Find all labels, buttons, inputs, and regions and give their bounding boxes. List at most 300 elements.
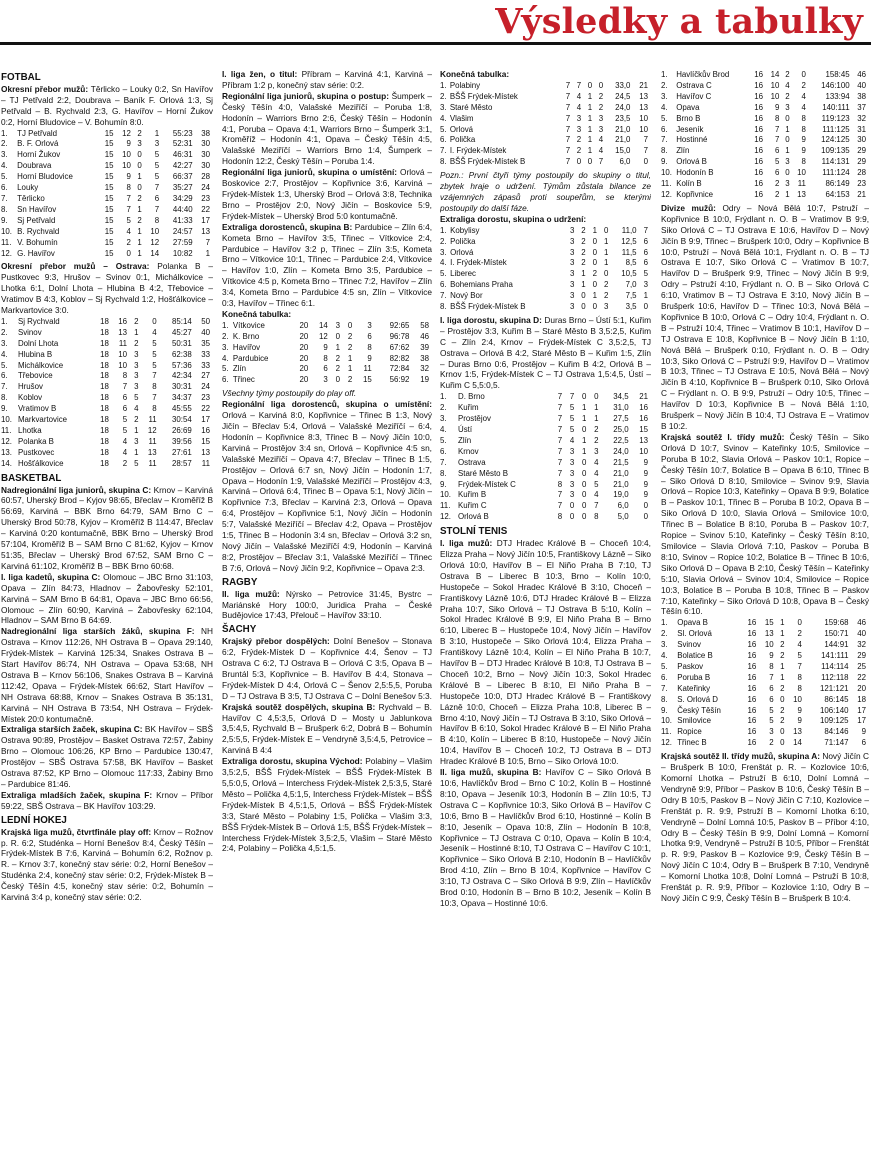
table-cell: 9. xyxy=(440,479,447,489)
table-cell: 50 xyxy=(201,316,210,326)
table-cell: 6. xyxy=(440,446,447,456)
table-cell: 12. xyxy=(661,738,672,748)
table-cell: 15 xyxy=(104,248,114,258)
table-row xyxy=(661,716,869,727)
table-cell: 2 xyxy=(774,189,780,199)
table-cell: 6 xyxy=(774,168,780,178)
team-name: Vlašim xyxy=(449,113,474,123)
table-cell: 14 xyxy=(793,738,802,748)
table-row xyxy=(1,249,213,260)
table-cell: 3 xyxy=(154,139,160,149)
table-cell: 1. xyxy=(661,618,668,628)
table-cell: 7 xyxy=(126,193,131,203)
competition-heading: Konečná tabulka: xyxy=(222,308,292,319)
table-cell: 14. xyxy=(1,458,12,468)
table-cell: 0 xyxy=(785,113,790,123)
table-cell: 3 xyxy=(134,371,139,381)
team-name: Markvartovice xyxy=(17,415,68,425)
table-cell: 27 xyxy=(201,371,210,381)
table-cell: 7,0 xyxy=(625,280,637,290)
table-cell: 0 xyxy=(592,236,598,246)
table-cell: 0 xyxy=(587,80,593,90)
table-cell: 55:23 xyxy=(172,128,193,138)
team-name: Zlín xyxy=(676,146,690,156)
table-row xyxy=(440,458,651,469)
table-cell: 4. xyxy=(222,353,229,363)
table-cell: 8 xyxy=(557,479,563,489)
paragraph xyxy=(222,309,432,320)
table-cell: 7 xyxy=(565,91,571,101)
table-cell: 2. xyxy=(1,327,8,337)
table-row xyxy=(440,248,651,259)
team-name: Dolní Lhota xyxy=(17,338,59,348)
team-name: D. Brno xyxy=(458,392,485,402)
table-row xyxy=(661,114,869,125)
table-cell: 1 xyxy=(587,91,593,101)
table-cell: 0 xyxy=(643,512,648,522)
table-cell: 6,0 xyxy=(617,501,629,511)
table-cell: 2 xyxy=(785,70,790,79)
table-cell: 5. xyxy=(222,364,229,374)
table-cell: 9. xyxy=(1,215,8,225)
table-row xyxy=(661,651,869,662)
table-cell: 5 xyxy=(134,458,139,468)
team-name: Kuřim B xyxy=(458,490,487,500)
table-cell: 3 xyxy=(569,225,575,235)
table-cell: 9 xyxy=(797,705,802,715)
table-cell: 5 xyxy=(152,360,157,370)
table-cell: 4. xyxy=(661,102,668,112)
table-cell: 8. xyxy=(661,694,668,704)
table-cell: 1 xyxy=(581,403,587,413)
table-cell: 4. xyxy=(1,161,8,171)
table-cell: 38 xyxy=(857,91,866,101)
paragraph-text: Polabiny – Vlašim 3,5:2,5, BŠŠ Frýdek-Místek – BŠŠ Frýdek-Místek B 5,5:0,5, Orlová – Interchess Frýdek-Místek 2,5:3,5, Staré Město – Polička 4,5:1,5, Interchess Frýdek-Místek – BŠŠ Frýdek-Místek B 4,5:1,5, Orlová – BŠŠ Frýdek-Místek 3:3, Staré Město – Polabiny 1:5, Polička – Vlašim 3:3, BŠŠ Frýdek-Místek B – Orlová 1:5, BŠŠ Frýdek-Místek – Interchess Frýdek-Místek 3,5:2,5, Vlašim – Staré Město 2:4, Polabiny – Polička 4,5:1,5. xyxy=(222,756,432,854)
table-cell: 27:61 xyxy=(172,447,192,457)
table-cell: 7 xyxy=(576,80,582,90)
table-cell: 6. xyxy=(440,135,447,145)
table-cell: 13 xyxy=(118,327,128,337)
table-row xyxy=(661,125,869,136)
table-cell: 2 xyxy=(801,80,806,90)
competition-heading: Okresní přebor mužů – Ostrava: xyxy=(1,261,150,272)
team-name: Ostrava C xyxy=(676,80,712,90)
table-row xyxy=(440,403,651,414)
table-cell: 7 xyxy=(152,393,157,403)
table-cell: 18 xyxy=(100,447,109,457)
paragraph-text: Těrlicko – Louky 0:2, Sn Havířov – TJ Petřvald 2:2, Doubrava – Baník F. Orlová 1:3, Sj Petřvald – B. Rychvald 2:3, G. Havířov – Horní Žukov 0:2, Horní Bludovice – V. Bohumín 8:0. xyxy=(1,83,213,127)
section-heading: BASKETBAL xyxy=(1,472,62,484)
table-cell: 21,0 xyxy=(613,479,629,489)
table-cell: 15 xyxy=(104,204,114,214)
table-cell: 3 xyxy=(134,360,139,370)
paragraph-text: Dolní Benešov – Stonava 6:2, Frýdek-Místek D – Kopřivnice 4:4, Šenov – TJ Ostrava C 6:2, TJ Ostrava B – Orlová C 3:5, Opava B – Bruntál 5:3, Kopřivnice – B. Havířov B 4:4, Stonava – Frýdek-Místek D 4:4, Orlová C – Šenov 2,5:5,5, Poruba D – TJ Ostrava B 3:5, TJ Ostrava C – Dolní Benešov 5:3. xyxy=(222,636,432,701)
competition-heading: Divize mužů: xyxy=(661,202,716,213)
table-cell: 12 xyxy=(122,128,131,138)
table-row xyxy=(440,146,651,157)
table-cell: 0 xyxy=(152,316,157,326)
competition-heading: Regionální liga juniorů, skupina o umístění: xyxy=(222,167,398,178)
competition-heading: Okresní přebor mužů: xyxy=(1,83,89,94)
table-cell: 9 xyxy=(861,727,866,737)
table-cell: 30:31 xyxy=(172,382,192,392)
table-cell: 10 xyxy=(122,150,131,160)
table-cell: 1 xyxy=(137,248,142,258)
table-cell: 32 xyxy=(857,640,866,650)
table-cell: 6. xyxy=(440,280,447,290)
table-cell: 0 xyxy=(592,280,598,290)
table-cell: 3 xyxy=(137,139,142,149)
table-cell: 0 xyxy=(801,70,806,79)
table-cell: 16 xyxy=(754,179,764,189)
team-name: Liberec xyxy=(450,269,477,279)
paragraph xyxy=(440,69,651,80)
team-name: Brno B xyxy=(676,113,701,123)
table-cell: 45:55 xyxy=(172,404,192,414)
table-cell: 30 xyxy=(201,139,210,149)
table-cell: 112:118 xyxy=(821,672,849,682)
paragraph xyxy=(222,399,432,574)
table-cell: 0 xyxy=(780,727,785,737)
table-cell: 31,0 xyxy=(613,403,629,413)
paragraph-text: Nýrsko – Petrovice 31:45, Bystrc – Mariánské Hory 100:0, Juridica Praha – České Budějovice 17:43, Přelouč – Havířov 33:10. xyxy=(222,588,432,621)
table-cell: 12 xyxy=(147,426,157,435)
table-row xyxy=(661,673,869,684)
table-cell: 1 xyxy=(594,414,599,424)
team-name: Hodonín B xyxy=(676,168,714,178)
table-cell: 37 xyxy=(857,102,866,112)
table-cell: 5 xyxy=(134,393,139,403)
table-cell: 7 xyxy=(774,135,780,145)
table-cell: 3 xyxy=(643,280,648,290)
table-cell: 9 xyxy=(769,651,774,661)
table-cell: 12 xyxy=(318,331,328,341)
table-cell: 18 xyxy=(100,349,109,359)
table-cell: 5 xyxy=(122,426,128,435)
table-cell: 6 xyxy=(154,193,160,203)
table-cell: 92:65 xyxy=(389,320,410,330)
table-cell: 3 xyxy=(569,236,575,246)
competition-heading: I. liga mužů: xyxy=(440,538,493,549)
table-cell: 0 xyxy=(576,157,582,167)
team-name: B. F. Orlová xyxy=(17,139,59,149)
table-cell: 9 xyxy=(643,468,648,478)
table-cell: 25 xyxy=(857,661,866,671)
table-cell: 8 xyxy=(122,371,128,381)
table-cell: 7 xyxy=(126,204,131,214)
table-cell: 46 xyxy=(857,618,866,628)
paragraph-text: Rychvald – B. Havířov C 4,5:3,5, Orlová D – Mosty u Jablunkova 3,5:4,5, Rychvald B – Brušperk 6:2, Dobrá B – Bohumín 2,5:5,5, Frýdek-Místek E – Vendryně 3,5:4,5, Petrovice – Karviná B 4:4 xyxy=(222,701,432,756)
table-cell: 9 xyxy=(801,146,806,156)
table-cell: 22,5 xyxy=(613,435,629,445)
table-row xyxy=(440,135,651,146)
table-cell: 4. xyxy=(1,349,8,359)
table-cell: 2 xyxy=(134,415,139,425)
table-cell: 5. xyxy=(440,124,447,134)
table-cell: 4 xyxy=(598,135,604,145)
table-cell: 11 xyxy=(148,436,157,446)
table-cell: 8,5 xyxy=(625,258,637,268)
table-cell: 1 xyxy=(780,661,785,671)
table-cell: 146:100 xyxy=(821,80,850,90)
table-cell: 15 xyxy=(104,193,114,203)
standings-table xyxy=(661,618,869,749)
table-cell: 5 xyxy=(569,425,575,434)
table-cell: 0 xyxy=(592,247,598,257)
table-cell: 42:27 xyxy=(172,161,193,171)
table-cell: 10. xyxy=(661,716,672,726)
section-heading: STOLNÍ TENIS xyxy=(440,526,508,538)
table-cell: 28:57 xyxy=(172,458,192,468)
table-cell: 7 xyxy=(569,392,575,402)
team-name: Český Těšín xyxy=(677,705,721,715)
table-cell: 4 xyxy=(598,146,604,156)
table-cell: 2 xyxy=(581,258,586,268)
table-row xyxy=(661,662,869,673)
table-cell: 2 xyxy=(134,338,139,348)
table-cell: 3 xyxy=(569,291,575,301)
table-cell: 15 xyxy=(104,172,114,182)
table-cell: 5. xyxy=(1,172,8,182)
table-cell: 2. xyxy=(440,91,447,101)
table-cell: 5 xyxy=(154,150,160,160)
table-cell: 62:38 xyxy=(172,349,192,359)
table-cell: 5 xyxy=(797,651,802,661)
table-row xyxy=(661,695,869,706)
table-cell: 7 xyxy=(557,392,563,402)
table-cell: 33 xyxy=(201,360,210,370)
table-cell: 11 xyxy=(148,458,157,468)
team-name: K. Brno xyxy=(232,331,260,341)
table-cell: 18 xyxy=(100,338,109,348)
table-cell: 1 xyxy=(137,204,142,214)
table-row xyxy=(661,727,869,738)
team-name: Orlová xyxy=(449,124,474,134)
table-cell: 10 xyxy=(118,349,128,359)
table-cell: 32 xyxy=(857,113,866,123)
table-cell: 3 xyxy=(134,349,139,359)
table-cell: 4 xyxy=(134,404,139,414)
team-name: Smilovice xyxy=(677,716,711,726)
table-cell: 18 xyxy=(100,436,109,446)
table-cell: 24:57 xyxy=(172,226,193,236)
table-cell: 3 xyxy=(134,382,139,392)
table-cell: 5 xyxy=(154,161,160,171)
standings-table xyxy=(661,70,869,201)
table-cell: 4 xyxy=(122,436,128,446)
standings-table xyxy=(1,129,213,260)
table-cell: 84:146 xyxy=(824,727,849,737)
team-name: V. Bohumín xyxy=(17,237,58,247)
table-row xyxy=(1,350,213,361)
table-cell: 2 xyxy=(581,247,586,257)
table-cell: 2 xyxy=(592,269,598,279)
table-cell: 1 xyxy=(154,128,160,138)
table-cell: 9. xyxy=(1,404,8,414)
competition-heading: Krajská soutěž I. třídy mužů: xyxy=(661,431,785,442)
competition-heading: II. liga mužů, skupina B: xyxy=(440,767,542,778)
table-cell: 15 xyxy=(104,215,114,225)
table-cell: 4. xyxy=(440,258,447,268)
table-cell: 9 xyxy=(367,353,372,363)
table-row xyxy=(1,361,213,372)
paragraph xyxy=(222,702,432,757)
team-name: Třebovice xyxy=(17,371,53,381)
table-cell: 6 xyxy=(367,331,372,341)
table-cell: 8 xyxy=(801,157,806,167)
table-cell: 2 xyxy=(594,425,599,434)
table-cell: 3 xyxy=(769,727,774,737)
table-cell: 71:147 xyxy=(824,738,849,748)
table-cell: 30:54 xyxy=(172,415,192,425)
table-cell: 15 xyxy=(104,161,114,171)
table-cell: 15 xyxy=(104,128,114,138)
table-cell: 114:131 xyxy=(821,157,850,167)
table-cell: 2. xyxy=(661,629,668,639)
team-name: Havlíčkův Brod xyxy=(676,70,730,79)
table-cell: 2 xyxy=(594,435,599,445)
competition-heading: II. liga mužů: xyxy=(222,588,280,599)
table-cell: 3 xyxy=(569,490,575,500)
table-cell: 33 xyxy=(201,349,210,359)
table-cell: 5. xyxy=(661,113,668,123)
table-cell: 8 xyxy=(557,512,563,522)
table-cell: 8 xyxy=(769,661,774,671)
table-cell: 7 xyxy=(774,124,780,134)
column-4 xyxy=(661,69,869,904)
table-cell: 1. xyxy=(1,128,8,138)
table-cell: 2 xyxy=(780,651,785,661)
table-cell: 2 xyxy=(780,705,785,715)
table-cell: 16 xyxy=(754,124,764,134)
table-cell: 7 xyxy=(557,490,563,500)
table-row xyxy=(1,317,213,328)
table-cell: 22 xyxy=(857,672,866,682)
table-cell: 17 xyxy=(201,215,210,225)
table-row xyxy=(661,135,869,146)
table-cell: 18 xyxy=(100,327,109,337)
competition-heading: Krajská soutěž dospělých, skupina B: xyxy=(222,701,376,712)
team-name: Kobylisy xyxy=(450,225,480,235)
table-cell: 9. xyxy=(661,157,668,167)
paragraph xyxy=(222,222,432,309)
table-cell: 31 xyxy=(857,124,866,134)
table-cell: 0 xyxy=(581,468,587,478)
paragraph xyxy=(222,589,432,622)
table-cell: 5 xyxy=(152,349,157,359)
table-cell: 33,0 xyxy=(615,80,631,90)
competition-heading: Konečná tabulka: xyxy=(440,69,510,79)
table-cell: 11. xyxy=(661,179,672,189)
table-cell: 0 xyxy=(592,302,598,312)
table-cell: 67:62 xyxy=(389,342,410,352)
table-row xyxy=(440,81,651,92)
table-cell: 5 xyxy=(769,705,774,715)
table-cell: 18 xyxy=(100,458,109,468)
table-cell: 3. xyxy=(440,247,447,257)
table-cell: 0 xyxy=(780,694,785,704)
table-cell: 124:125 xyxy=(821,135,850,145)
table-cell: 7 xyxy=(557,468,563,478)
table-cell: 0 xyxy=(347,320,353,330)
table-cell: 9 xyxy=(643,479,648,489)
table-cell: 2 xyxy=(335,353,340,363)
table-cell: 15 xyxy=(764,618,774,628)
team-name: Kopřivnice xyxy=(676,189,714,199)
table-cell: 34:37 xyxy=(172,393,192,403)
table-cell: 46 xyxy=(857,70,866,79)
team-name: Krnov xyxy=(458,446,479,456)
table-row xyxy=(440,157,651,168)
team-name: BŠŠ Frýdek-Místek B xyxy=(449,157,526,167)
paragraph xyxy=(222,69,432,91)
table-cell: 7 xyxy=(565,80,571,90)
table-cell: 133:94 xyxy=(825,91,850,101)
table-cell: 58 xyxy=(420,320,429,330)
paragraph-text: Havířov C – Siko Orlová B 10:6, Havlíčkův Brod – Brno C 10:2, Kolín B – Hostinné 8:10, Opava – Jeseník 10:3, Hodonín B – Zlín 10:5, TJ Ostrava C – Kopřivnice 10:3, Siko Orlová B – Havířov C 10:6, Brno B – Havlíčkův Brod 6:10, Hostinné – Kolín B 8:10, Jeseník – Opava 10:8, Zlín – Hodonín B 10:8, Kopřivnice – TJ Ostrava C 0:10, Opava – Kolín B 10:4, Jeseník – Hostinné 8:10, TJ Ostrava C – Havířov C 10:1, Kopřivnice – Siko Orlová B 2:10, Hodonín B – Havlíčkův Brod 4:10, Zlín – Brno B 10:4, Kopřivnice – Havířov C 3:10, TJ Ostrava C – Siko Orlová B 9:9, Zlín – Havlíčkův Brod 0:10, Hodonín B – Brno B 10:2, Jeseník – Kolín B 10:3, Opava – Hostinné 10:6. xyxy=(440,767,651,908)
table-row xyxy=(661,640,869,651)
table-cell: 2 xyxy=(137,215,142,225)
table-cell: 0 xyxy=(785,135,790,145)
table-cell: 8 xyxy=(152,382,157,392)
team-name: Vratimov B xyxy=(17,404,57,414)
team-name: Doubrava xyxy=(17,161,52,171)
table-row xyxy=(1,227,213,238)
table-cell: 11. xyxy=(440,501,451,511)
table-cell: 1. xyxy=(440,225,447,235)
table-row xyxy=(440,469,651,480)
table-cell: 28 xyxy=(201,172,210,182)
table-cell: 10 xyxy=(639,446,648,456)
table-cell: 8. xyxy=(661,146,668,156)
team-name: Svinov xyxy=(677,640,701,650)
table-cell: 2. xyxy=(440,403,447,413)
table-cell: 44:40 xyxy=(172,204,193,214)
table-cell: 3 xyxy=(598,124,604,134)
paragraph-text: Krnov – Karviná 60:57, Uherský Brod – Kyjov 98:65, Břeclav – Kroměříž B 56:69, Karviná – BBK Brno 64:79, SAM Brno C – Uherský Brod 50:78, Kyjov – Kroměříž B 114:47, Břeclav – Karviná 0:20 kontumačně, BBK Brno – Uherský Brod 57:104, Kroměříž B – SAM Brno C 81:62, Kyjov – Krnov 51:35, Břeclav – Uherský Brod 67:52, SAM Brno C – Karviná 61:102, Kroměříž B – BBK Brno 60:68. xyxy=(1,484,213,571)
table-cell: 16 xyxy=(754,146,764,156)
table-cell: 3 xyxy=(569,302,575,312)
paragraph xyxy=(1,790,213,812)
table-cell: 21 xyxy=(857,189,866,199)
table-cell: 2 xyxy=(581,236,586,246)
team-name: Hrušov xyxy=(17,382,43,392)
paragraph-text: Krnov – Příbor 59:22, SBŠ Ostrava – BK Havířov 103:29. xyxy=(1,789,213,811)
table-cell: 40 xyxy=(857,629,866,639)
table-cell: 16 xyxy=(747,629,757,639)
table-cell: 0 xyxy=(569,512,575,522)
table-cell: 9 xyxy=(797,716,802,726)
column-1 xyxy=(1,69,213,903)
table-cell: 8. xyxy=(440,157,447,167)
paragraph-text: Krnov – Rožnov p. R. 6:2, Studénka – Horní Benešov 8:4, Český Těšín – Frýdek-Místek B 7:6, Karviná – Bohumín 6:2, Rožnov p. R. – Krnov 3:7, konečný stav série: 0:2, Horní Benešov – Studénka 2:4, konečný stav série: 0:2, Frýdek-Místek B – Český Těšín 4:5, konečný stav série: 0:2, Bohumín – Karviná 3:4 p, konečný stav série: 0:2. xyxy=(1,826,213,903)
table-row xyxy=(440,258,651,269)
table-row xyxy=(1,448,213,459)
table-cell: 114:114 xyxy=(821,661,849,671)
table-cell: 3. xyxy=(440,414,447,424)
table-cell: 1 xyxy=(581,414,587,424)
team-name: Hlubina B xyxy=(17,349,53,359)
table-cell: 16 xyxy=(754,157,764,167)
paragraph-text: BK Havířov – SBŠ Ostrava 90:89, Prostějov – Basket Ostrava 72:57, Žabiny Brno – Olomouc 106:26, KP Brno – Pardubice 130:47, Prostějov – SBŠ Ostrava 57:58, BK Havířov – Basket Ostrava 87:52, KP Brno – Olomouc 117:33, Žabiny Brno – Pardubice 81:46. xyxy=(1,724,213,789)
table-cell: 1 xyxy=(785,189,790,199)
table-cell: 7. xyxy=(440,457,447,467)
table-cell: 8 xyxy=(154,215,160,225)
table-cell: 18 xyxy=(100,382,109,392)
team-name: Nový Bor xyxy=(450,291,483,301)
table-cell: 2 xyxy=(137,128,142,138)
table-cell: 7,5 xyxy=(625,291,637,301)
